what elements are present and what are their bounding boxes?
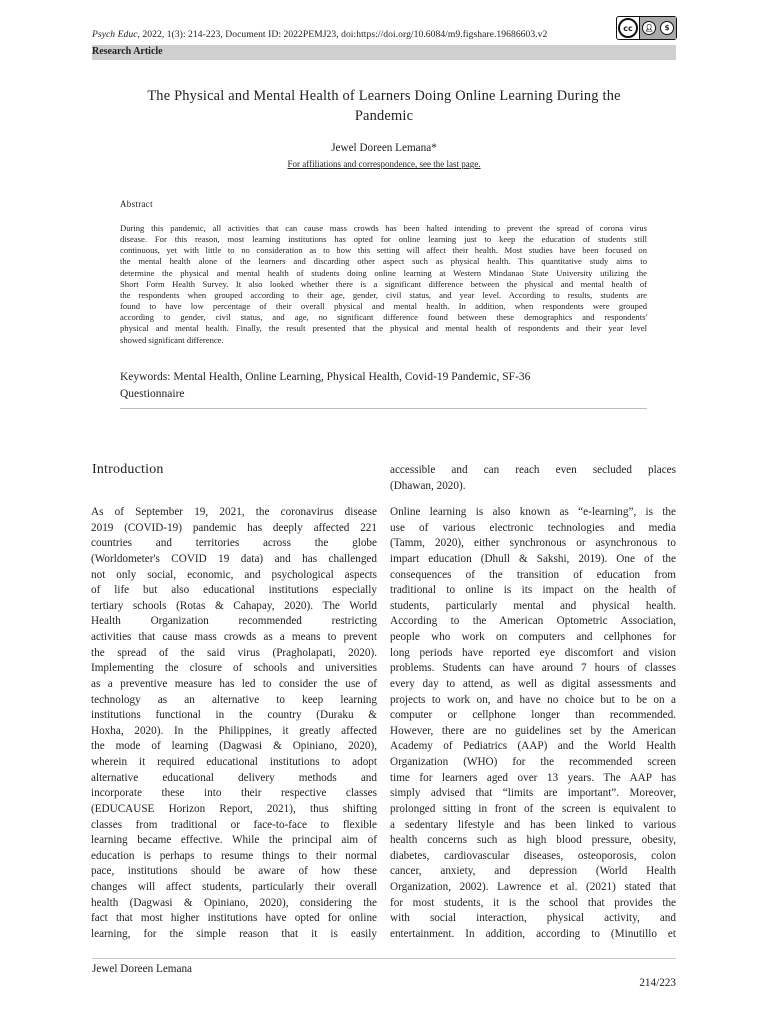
page-number: 214/223 <box>639 977 676 989</box>
body-line: the spread of the said virus (Pragholapati, 2020). <box>91 646 377 659</box>
keywords-line: Questionnaire <box>120 388 185 400</box>
by-icon: 👤︎ <box>642 21 656 35</box>
abstract-line: the respondents when grouped according to their age, gender, civil status, and year level. According to results, students are <box>120 289 647 300</box>
body-line: for most students, it is the school that provides the <box>390 896 676 909</box>
divider <box>120 408 647 409</box>
section-label-bar <box>92 45 676 60</box>
body-line: use of various electronic technologies and media <box>390 521 676 534</box>
body-line: a sedentary lifestyle and has been linked to various <box>390 818 676 831</box>
body-line: not only social, economic, and psychological aspects <box>91 568 377 581</box>
author-name: Jewel Doreen Lemana* <box>331 142 437 154</box>
section-label: Research Article <box>92 46 163 57</box>
body-line: countries and territories across the globe <box>91 537 377 550</box>
abstract-line: physical and mental health. Finally, the result presented that the physical and mental health of respondents and their year level <box>120 323 647 334</box>
body-line: learning, for the simple reason that it is easily <box>91 927 377 940</box>
body-line: with social interaction, physical activity, and <box>390 912 676 925</box>
keywords <box>120 369 647 403</box>
body-line: classes from traditional or face-to-face to flexible <box>91 818 377 831</box>
keywords-line: Keywords: Mental Health, Online Learning, Physical Health, Covid-19 Pandemic, SF-36 <box>120 371 531 383</box>
abstract-line: determine the physical and mental health of students doing online learning at Western Mindanao State University utilizing the <box>120 267 647 278</box>
abstract-line: continuous, yet with little to no consideration as to how this setting will affect their health. Most studies have been focused on <box>120 245 647 256</box>
body-line: changes will affect students, particularly their overall <box>91 881 377 893</box>
abstract-line: Short Form Health Survey. It also looked whether there is a significant difference between the physical and mental health of <box>120 278 647 289</box>
cc-license-badge[interactable] <box>616 16 677 40</box>
body-line: problems. Students can have around 7 hours of classes <box>390 662 676 675</box>
license-icons <box>639 17 676 39</box>
title-line: Pandemic <box>354 108 414 124</box>
body-line: Health Organization recommended restricting <box>91 615 377 628</box>
title-line: The Physical and Mental Health of Learners Doing Online Learning During the <box>147 88 621 104</box>
abstract-line: showed significant difference. <box>120 334 224 345</box>
body-line: (Tamm, 2020), either synchronous or asynchronous to <box>390 537 676 550</box>
abstract-label: Abstract <box>120 199 153 209</box>
affiliation-link[interactable]: For affiliations and correspondence, see the last page. <box>287 159 481 169</box>
paper-title <box>92 86 676 126</box>
abstract-line: according to gender, civil status, and age, no significant difference found between these demographics and respondents' <box>120 312 647 323</box>
body-line: According to the American Optometric Association, <box>390 615 676 628</box>
body-line: prolonged sitting in front of the screen is equivalent to <box>390 802 676 815</box>
body-line: Online learning is also known as “e-learning”, is the <box>390 506 676 518</box>
body-line: computer or cellphone longer than recommended. <box>390 709 676 722</box>
body-line: education is perhaps to resume things to their normal <box>91 849 377 862</box>
body-line: long periods have reported eye discomfort and vision <box>390 646 676 659</box>
body-line: the mode of learning (Dagwasi & Opiniano, 2020), <box>91 740 377 753</box>
body-line: 2019 (COVID-19) pandemic has deeply affected 221 <box>91 521 377 534</box>
body-line: learning became effective. While the principal aim of <box>91 834 377 847</box>
body-line: (Worldometer's COVID 19 data) and has challenged <box>91 552 377 565</box>
footer-author: Jewel Doreen Lemana <box>92 963 193 975</box>
citation-header <box>92 29 547 40</box>
body-line: Hoxha, 2020). In the Philippines, it greatly affected <box>91 724 377 737</box>
body-line: consequences of the transition of education from <box>390 568 676 581</box>
body-line: students, particularly mental and physical health. <box>390 599 676 612</box>
body-line: incorporate these into their respective classes <box>91 787 377 800</box>
body-line: health (Dagwasi & Opiniano, 2020), considering the <box>91 896 377 909</box>
body-line: alternative educational delivery methods and <box>91 771 377 784</box>
body-line: Academy of Pediatrics (AAP) and the World Health <box>390 740 676 753</box>
body-line: cancer, anxiety, and depression (World Health <box>390 865 676 878</box>
body-line: time for learners aged over 13 years. The AAP has <box>390 771 676 784</box>
body-line: health concerns such as high blood pressure, obesity, <box>390 834 676 847</box>
body-line: wherein it required educational institutions to adopt <box>91 756 377 768</box>
body-line: accessible and can reach even secluded places <box>390 464 676 476</box>
right-column-continuation <box>390 463 676 494</box>
introduction-heading: Introduction <box>92 462 164 477</box>
body-line: fact that most higher institutions have opted for online <box>91 912 377 925</box>
citation-details: , 2022, 1(3): 214-223, Document ID: 2022PEMJ23, doi:https://doi.org/10.6084/m9.figshare.19686603.v2 <box>137 29 548 40</box>
body-line: (Dhawan, 2020). <box>390 479 466 492</box>
body-line: entertainment. In addition, according to (Minutillo et <box>390 927 676 940</box>
body-line: Organization, 2002). Lawrence et al. (2021) stated that <box>390 881 676 893</box>
body-line: traditional to online is its impact on the health of <box>390 584 676 597</box>
body-line: (EDUCAUSE Horizon Report, 2021), thus shifting <box>91 802 377 815</box>
abstract-line: During this pandemic, all activities that can cause mass crowds has been halted intending to prevent the spread of corona virus <box>120 223 647 233</box>
abstract-line: the mental health alone of the learners and discarding other aspect such as physical health. This quantitative study aims to <box>120 256 647 267</box>
cc-icon: cc <box>617 17 639 39</box>
abstract-line: found to have low percentage of their overall physical and mental health. In addition, when respondents were grouped <box>120 301 647 312</box>
body-line: technology as an alternative to keep learning <box>91 693 377 706</box>
body-line: simply advised that “limits are important”. Moreover, <box>390 787 676 800</box>
body-line: every day to attend, as well as digital assessments and <box>390 677 676 690</box>
right-column <box>390 505 676 943</box>
body-line: institutions functional in the country (Duraku & <box>91 709 377 722</box>
body-line: people who work on computers and cellphones for <box>390 631 676 643</box>
body-line: tertiary schools (Rotas & Cahapay, 2020). The World <box>91 599 377 612</box>
body-line: as a preventive measure has led to consider the use of <box>91 677 377 690</box>
journal-name: Psych Educ <box>92 29 138 40</box>
left-column <box>91 505 377 943</box>
body-line: pace, institutions should be aware of how these <box>91 865 377 878</box>
body-line: projects to work on, and have no choice but to be on a <box>390 693 676 706</box>
footer-divider <box>92 958 676 959</box>
body-line: Implementing the closure of schools and universities <box>91 662 377 675</box>
body-line: of life but also educational institutions especially <box>91 584 377 597</box>
body-line: impart education (Dhull & Sakshi, 2019). One of the <box>390 552 676 565</box>
body-line: However, there are no guidelines set by the American <box>390 724 676 737</box>
abstract-body <box>120 223 647 346</box>
nc-icon: $ <box>660 21 674 35</box>
body-line: As of September 19, 2021, the coronavirus disease <box>91 506 377 518</box>
abstract-line: disease. For this reason, most learning institutions has opted for online learning just to keep the education of students still <box>120 234 647 245</box>
body-line: activities that cause mass crowds as a means to prevent <box>91 631 377 643</box>
body-line: diabetes, cardiovascular diseases, osteoporosis, colon <box>390 849 676 862</box>
body-line: Organization (WHO) for the recommended screen <box>390 756 676 768</box>
